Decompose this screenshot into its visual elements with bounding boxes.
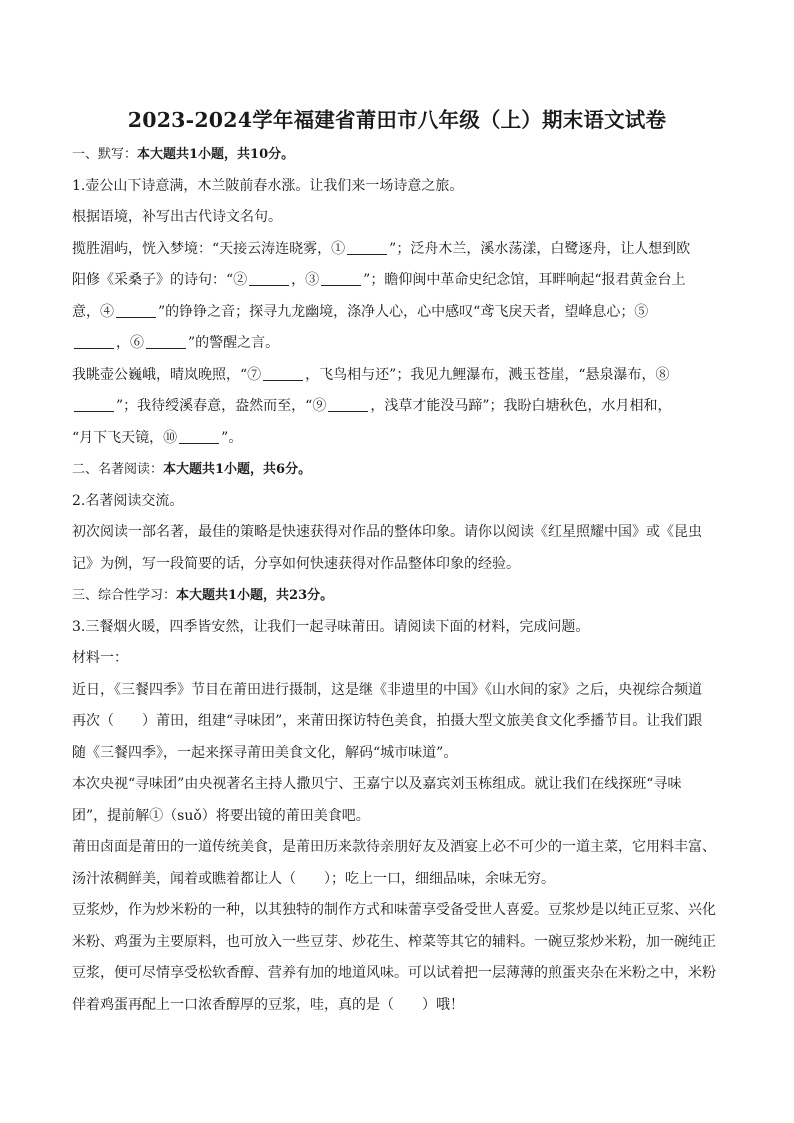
answer-blank[interactable]: [321, 271, 361, 286]
section-header-2: [72, 454, 722, 486]
material-text-line: 团”，提前解①（suǒ）将要出镜的莆田美食吧。: [72, 807, 370, 824]
page-title: 2023-2024学年福建省莆田市八年级（上）期末语文试卷: [127, 108, 667, 132]
question-1-text-line: “月下飞天镜，⑩ ”。: [72, 429, 243, 446]
section-header-1: [72, 139, 722, 171]
answer-blank[interactable]: [347, 240, 387, 255]
material-text-line: 莆田卤面是莆田的一道传统美食，是莆田历来款待亲朋好友及酒宴上必不可少的一道主菜，它用料丰富、: [72, 839, 716, 855]
answer-blank[interactable]: [263, 366, 303, 381]
section-desc: 本大题共1小题，共23分。: [176, 588, 334, 603]
material-label: 材料一：: [72, 650, 128, 666]
question-2-intro: 2.名著阅读交流。: [72, 492, 184, 509]
question-1-text-line: ”；我待绶溪春意，盎然而至，“⑨ ，浅草才能没马蹄”；我盼白塘秋色，水月相和，: [72, 391, 722, 423]
answer-blank[interactable]: [74, 334, 114, 349]
question-1-instruction: 根据语境，补写出古代诗文名句。: [72, 209, 282, 225]
material-text-line: 豆浆炒，作为炒米粉的一种，以其独特的制作方式和味蕾享受备受世人喜爱。豆浆炒是以纯正豆浆、兴化: [72, 902, 716, 918]
section-desc: 本大题共1小题，共10分。: [137, 147, 295, 162]
exam-body: [72, 139, 722, 1021]
question-2-text-line: 初次阅读一部名著，最佳的策略是快速获得对作品的整体印象。请你以阅读《红星照耀中国》或《昆虫: [72, 524, 702, 540]
question-1-text-line: 我眺壶公巍峨，晴岚晚照，“⑦ ，飞鸟相与还”；我见九鲤瀑布，溅玉苍崖，“悬泉瀑布，⑧: [72, 366, 670, 383]
question-1-text-line: ，⑥ ”的警醒之言。: [72, 328, 722, 360]
material-text-line: 再次（ ）莆田，组建“寻味团”，来莆田探访特色美食，拍摄大型文旅美食文化季播节目。让我们跟: [72, 713, 703, 729]
material-text-line: 伴着鸡蛋再配上一口浓香醇厚的豆浆，哇，真的是（ ）哦！: [72, 996, 464, 1013]
section-header-3: [72, 580, 722, 612]
material-text-line: 本次央视“寻味团”由央视著名主持人撒贝宁、王嘉宁以及嘉宾刘玉栋组成。就让我们在线探班“寻味: [72, 776, 682, 792]
answer-blank[interactable]: [249, 271, 289, 286]
material-text-line: 豆浆，便可尽情享受松软香醇、营养有加的地道风味。可以试着把一层薄薄的煎蛋夹杂在米粉之中，米粉: [72, 965, 716, 981]
answer-blank[interactable]: [146, 334, 186, 349]
section-label: 一、默写：: [72, 147, 138, 162]
answer-blank[interactable]: [328, 397, 368, 412]
material-text-line: 近日，《三餐四季》节目在莆田进行摄制，这是继《非遗里的中国》《山水间的家》之后，央视综合频道: [72, 681, 702, 698]
section-label: 三、综合性学习：: [72, 588, 177, 603]
question-1-text-line: 意，④ ”的铮铮之音；探寻九龙幽境，涤净人心，心中感叹“鸢飞戾天者，望峰息心；⑤: [72, 303, 649, 320]
question-2-text-line: 记》为例，写一段简要的话，分享如何快速获得对作品整体印象的经验。: [72, 555, 520, 572]
answer-blank[interactable]: [74, 397, 114, 412]
section-desc: 本大题共1小题，共6分。: [163, 462, 312, 477]
material-text-line: 米粉、鸡蛋为主要原料，也可放入一些豆芽、炒花生、榨菜等其它的辅料。一碗豆浆炒米粉，加一碗纯正: [72, 933, 716, 950]
answer-blank[interactable]: [116, 303, 156, 318]
question-1-intro: 1.壶公山下诗意满，木兰陂前春水涨。让我们来一场诗意之旅。: [72, 177, 464, 194]
question-1-text-line: 阳修《采桑子》的诗句：“② ，③ ”；瞻仰闽中革命史纪念馆，耳畔响起“报君黄金台上: [72, 272, 686, 288]
material-text-line: 随《三餐四季》，一起来探寻莆田美食文化，解码“城市味道”。: [72, 744, 458, 761]
answer-blank[interactable]: [179, 429, 219, 444]
material-text-line: 汤汁浓稠鲜美，闻着或瞧着都让人（ ）；吃上一口，细细品味，余味无穷。: [72, 870, 555, 887]
question-3-intro: 3.三餐烟火暖，四季皆安然，让我们一起寻味莆田。请阅读下面的材料，完成问题。: [72, 618, 590, 635]
question-1-text-line: 揽胜湄屿，恍入梦境：“天接云涛连晓雾，① ”；泛舟木兰，溪水荡漾，白鹭逐舟，让人想到欧: [72, 240, 691, 257]
section-label: 二、名著阅读：: [72, 462, 164, 477]
